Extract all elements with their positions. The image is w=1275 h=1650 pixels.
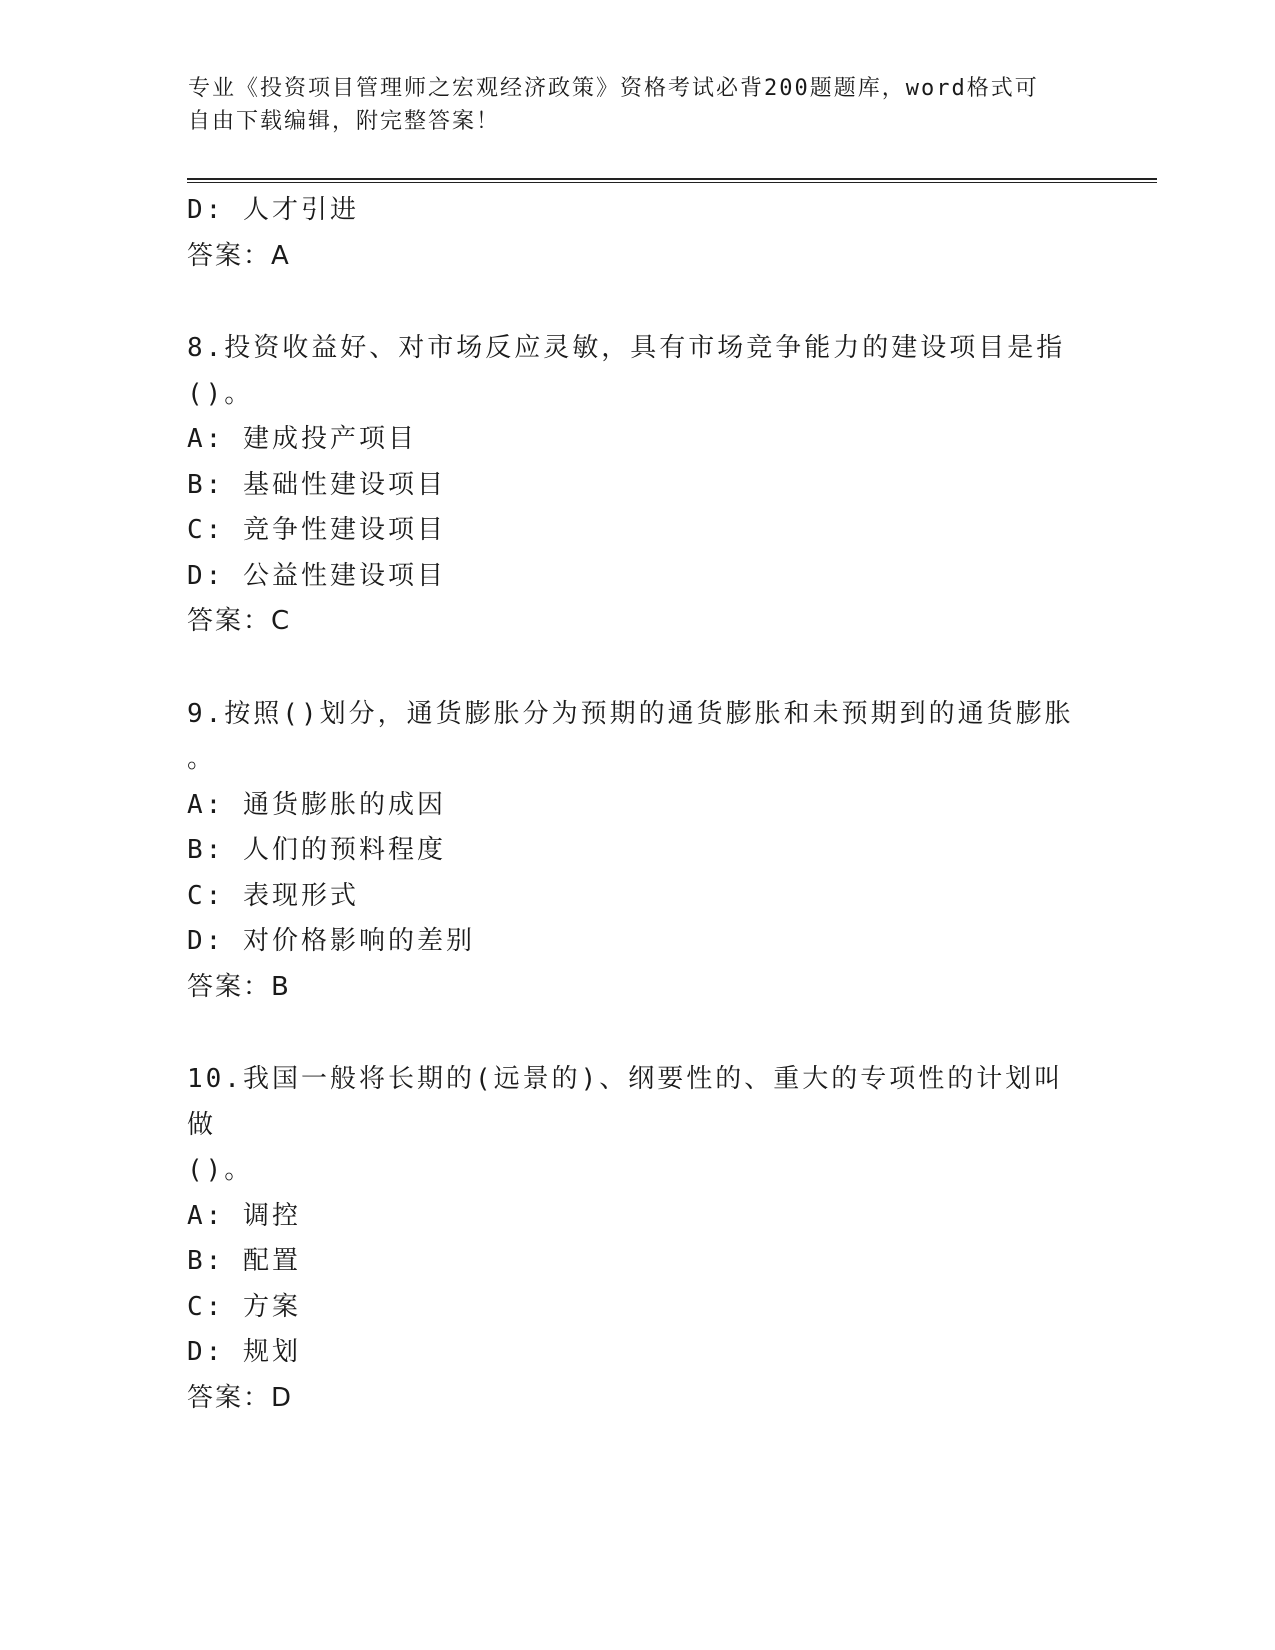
question-stem-continued: ()。 <box>187 378 254 409</box>
spacer <box>187 279 1087 326</box>
question-stem: 9.按照()划分，通货膨胀分为预期的通货膨胀和未预期到的通货膨胀 <box>187 698 1074 729</box>
option-d: D: 公益性建设项目 <box>187 560 446 591</box>
question-8 <box>187 326 1087 645</box>
question-stem-continued: ()。 <box>187 1155 254 1185</box>
option-b: B: 配置 <box>187 1246 301 1276</box>
option-a: A: 建成投产项目 <box>187 424 417 454</box>
option-a: A: 调控 <box>187 1200 301 1231</box>
option-d: D: 对价格影响的差别 <box>187 926 475 956</box>
header-title-line-1: 专业《投资项目管理师之宏观经济政策》资格考试必背200题题库，word格式可 <box>188 76 1039 101</box>
header-title-line-2: 自由下载编辑，附完整答案！ <box>188 109 501 134</box>
answer-line: 答案：D <box>187 1382 294 1413</box>
question-stem: 10.我国一般将长期的(远景的)、纲要性的、重大的专项性的计划叫做 <box>187 1064 1064 1140</box>
header-divider <box>187 178 1157 183</box>
option-c: C: 竞争性建设项目 <box>187 515 446 545</box>
option-c: C: 表现形式 <box>187 880 359 911</box>
question-stem: 8.投资收益好、对市场反应灵敏，具有市场竞争能力的建设项目是指 <box>187 333 1066 363</box>
previous-question-tail <box>187 188 1087 279</box>
answer-line: 答案：B <box>187 971 291 1002</box>
question-list <box>187 188 1087 1421</box>
option-b: B: 基础性建设项目 <box>187 469 446 500</box>
answer-line: 答案：A <box>187 240 291 271</box>
option-a: A: 通货膨胀的成因 <box>187 789 446 820</box>
question-9 <box>187 692 1087 1011</box>
option-b: B: 人们的预料程度 <box>187 835 446 865</box>
option-c: C: 方案 <box>187 1291 301 1322</box>
spacer <box>187 645 1087 692</box>
option-d: D: 人才引进 <box>187 195 359 225</box>
question-stem-continued: 。 <box>187 744 217 774</box>
document-header <box>188 72 1068 138</box>
answer-line: 答案：C <box>187 606 292 636</box>
question-10 <box>187 1057 1087 1421</box>
option-d: D: 规划 <box>187 1337 301 1367</box>
spacer <box>187 1010 1087 1057</box>
